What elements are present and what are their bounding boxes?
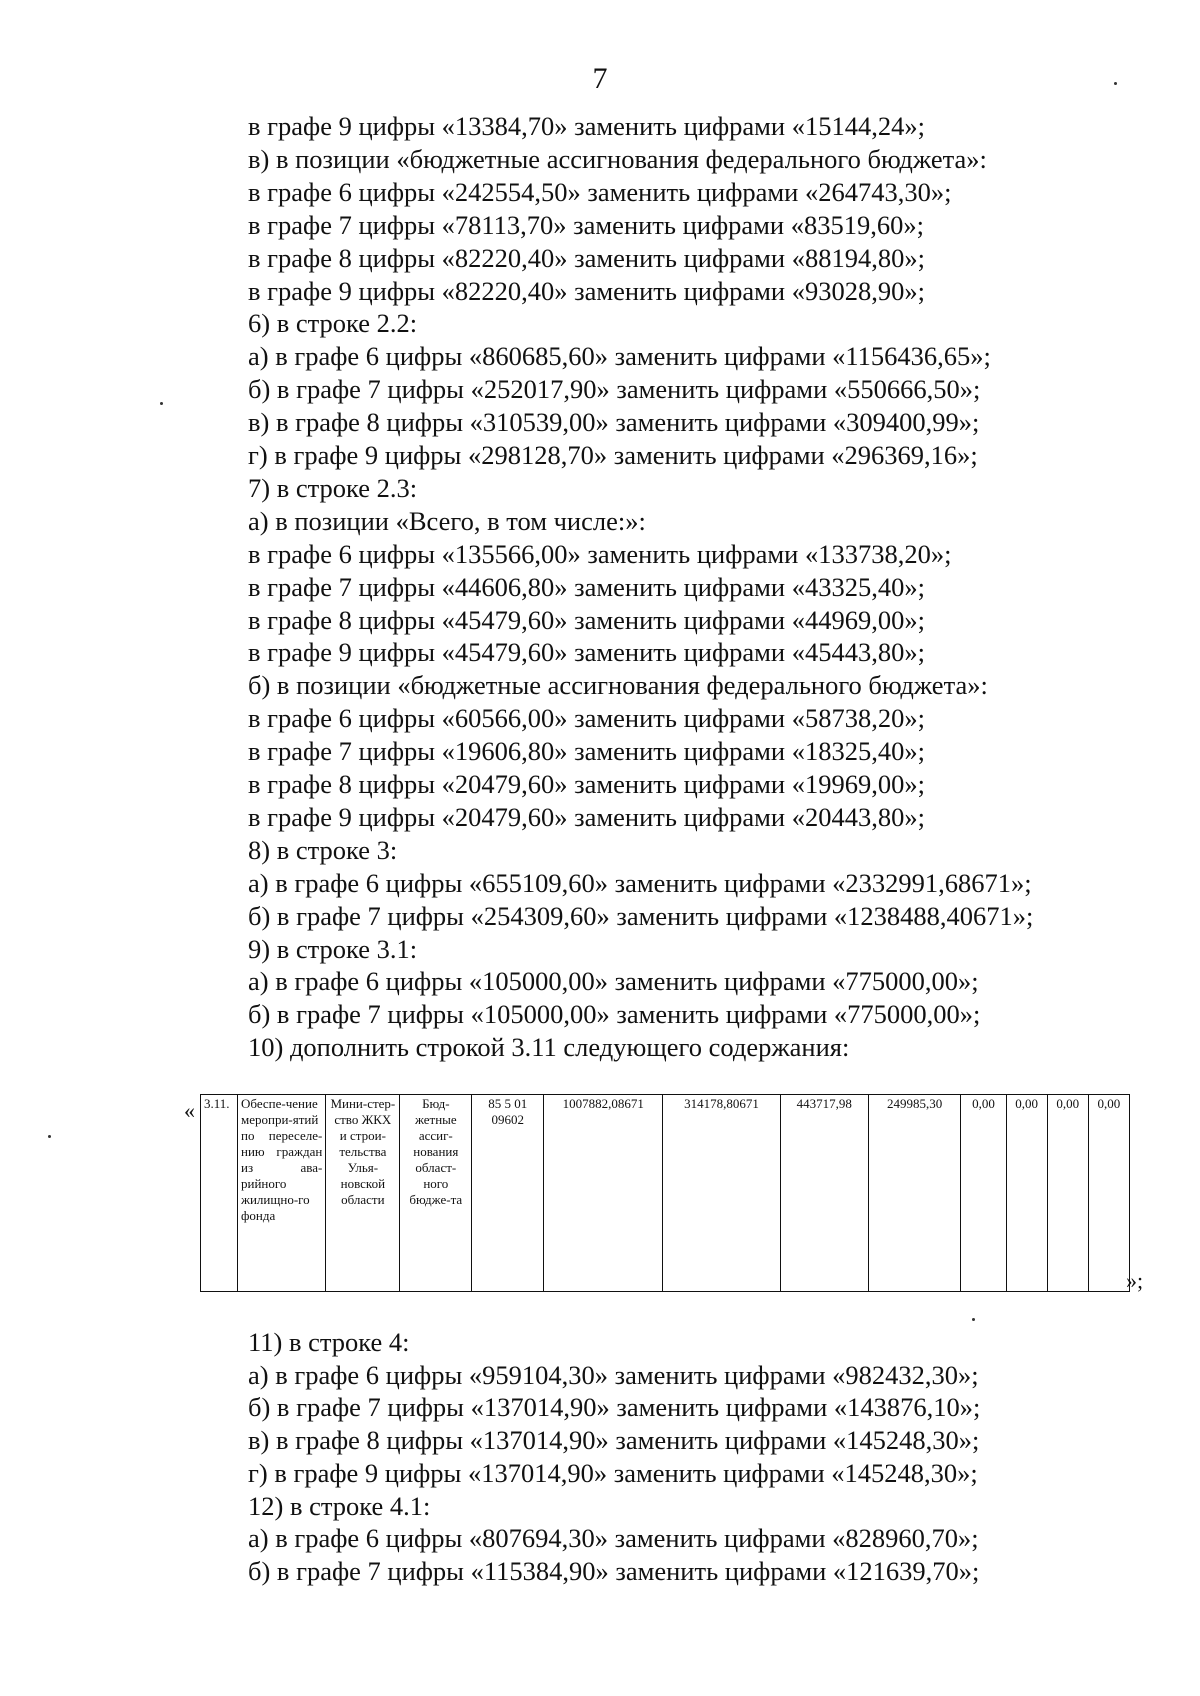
amendment-line: а) в графе 6 цифры «655109,60» заменить цифрами «2332991,68671»;: [248, 867, 1032, 898]
table-cell: 314178,80671: [663, 1095, 780, 1292]
amendment-line: г) в графе 9 цифры «137014,90» заменить цифрами «145248,30»;: [248, 1457, 978, 1488]
amendment-line: в графе 7 цифры «19606,80» заменить цифрами «18325,40»;: [248, 736, 925, 767]
table-cell: Мини-стер-ство ЖКХ и строи-тельства Улья-новской области: [326, 1095, 400, 1292]
amendment-line: в графе 9 цифры «45479,60» заменить цифрами «45443,80»;: [248, 637, 925, 668]
amendment-line: в графе 8 цифры «45479,60» заменить цифрами «44969,00»;: [248, 604, 925, 635]
amendment-line: в графе 9 цифры «82220,40» заменить цифрами «93028,90»;: [248, 275, 925, 306]
table-cell: 85 5 01 09602: [472, 1095, 544, 1292]
table-row: [201, 1095, 1130, 1292]
scan-speck: [160, 402, 163, 405]
amendment-line: а) в графе 6 цифры «959104,30» заменить цифрами «982432,30»;: [248, 1359, 979, 1390]
inserted-row-table: [200, 1094, 1130, 1292]
amendment-line: в графе 9 цифры «20479,60» заменить цифрами «20443,80»;: [248, 801, 925, 832]
amendment-line: а) в графе 6 цифры «807694,30» заменить цифрами «828960,70»;: [248, 1523, 979, 1554]
table-open-quote: «: [184, 1098, 195, 1123]
amendment-line: в) в графе 8 цифры «137014,90» заменить цифрами «145248,30»;: [248, 1425, 980, 1456]
amendment-line: 6) в строке 2.2:: [248, 308, 418, 339]
amendment-line: б) в графе 7 цифры «254309,60» заменить цифрами «1238488,40671»;: [248, 900, 1034, 931]
scan-speck: [972, 1318, 975, 1321]
amendment-line: в графе 6 цифры «135566,00» заменить цифрами «133738,20»;: [248, 538, 952, 569]
amendment-line: в графе 8 цифры «82220,40» заменить цифрами «88194,80»;: [248, 242, 925, 273]
amendment-line: 11) в строке 4:: [248, 1327, 410, 1357]
amendment-line: 9) в строке 3.1:: [248, 933, 418, 964]
table-close-quote: »;: [1126, 1268, 1144, 1293]
amendment-line: б) в графе 7 цифры «105000,00» заменить цифрами «775000,00»;: [248, 999, 981, 1030]
amendment-line: в) в позиции «бюджетные ассигнования федерального бюджета»:: [248, 143, 987, 174]
amendment-line: б) в графе 7 цифры «252017,90» заменить цифрами «550666,50»;: [248, 374, 981, 405]
amendment-line: б) в графе 7 цифры «137014,90» заменить цифрами «143876,10»;: [248, 1392, 981, 1423]
amendment-line: в графе 6 цифры «60566,00» заменить цифрами «58738,20»;: [248, 703, 925, 734]
amendment-line: а) в графе 6 цифры «105000,00» заменить цифрами «775000,00»;: [248, 966, 979, 997]
amendment-line: в графе 7 цифры «44606,80» заменить цифрами «43325,40»;: [248, 571, 925, 602]
amendment-line: а) в графе 6 цифры «860685,60» заменить цифрами «1156436,65»;: [248, 341, 991, 372]
amendment-line: 7) в строке 2.3:: [248, 472, 418, 503]
amendment-line: в графе 7 цифры «78113,70» заменить цифрами «83519,60»;: [248, 209, 924, 240]
table-cell: 0,00: [1088, 1095, 1129, 1292]
amendment-line: 12) в строке 4.1:: [248, 1490, 431, 1521]
table-cell: 443717,98: [780, 1095, 868, 1292]
amendment-line: г) в графе 9 цифры «298128,70» заменить цифрами «296369,16»;: [248, 440, 978, 470]
amendment-line: в графе 8 цифры «20479,60» заменить цифрами «19969,00»;: [248, 769, 925, 799]
amendment-line: в графе 9 цифры «13384,70» заменить цифрами «15144,24»;: [248, 111, 925, 141]
table-cell: 0,00: [961, 1095, 1006, 1292]
amendment-line: б) в позиции «бюджетные ассигнования федерального бюджета»:: [248, 670, 988, 701]
table-cell: 0,00: [1047, 1095, 1088, 1292]
table-cell: 1007882,08671: [544, 1095, 663, 1292]
amendment-line: 8) в строке 3:: [248, 834, 398, 865]
amendment-line: б) в графе 7 цифры «115384,90» заменить цифрами «121639,70»;: [248, 1555, 980, 1586]
scan-speck: [48, 1135, 51, 1138]
table-cell: 0,00: [1006, 1095, 1047, 1292]
amendment-line: 10) дополнить строкой 3.11 следующего содержания:: [248, 1032, 850, 1063]
table-cell: 3.11.: [201, 1095, 238, 1292]
amendment-line: в) в графе 8 цифры «310539,00» заменить цифрами «309400,99»;: [248, 407, 980, 438]
amendment-line: в графе 6 цифры «242554,50» заменить цифрами «264743,30»;: [248, 176, 952, 207]
table-cell: Обеспе-чение меропри-ятий по переселе-нию граждан из ава-рийного жилищно-го фонда: [237, 1095, 325, 1292]
amendment-line: а) в позиции «Всего, в том числе:»:: [248, 505, 646, 536]
scan-speck: [1114, 82, 1117, 85]
page-number: 7: [592, 62, 608, 95]
table-cell: Бюд-жетные ассиг-нования област-ного бюдже-та: [400, 1095, 472, 1292]
table-cell: 249985,30: [868, 1095, 960, 1292]
